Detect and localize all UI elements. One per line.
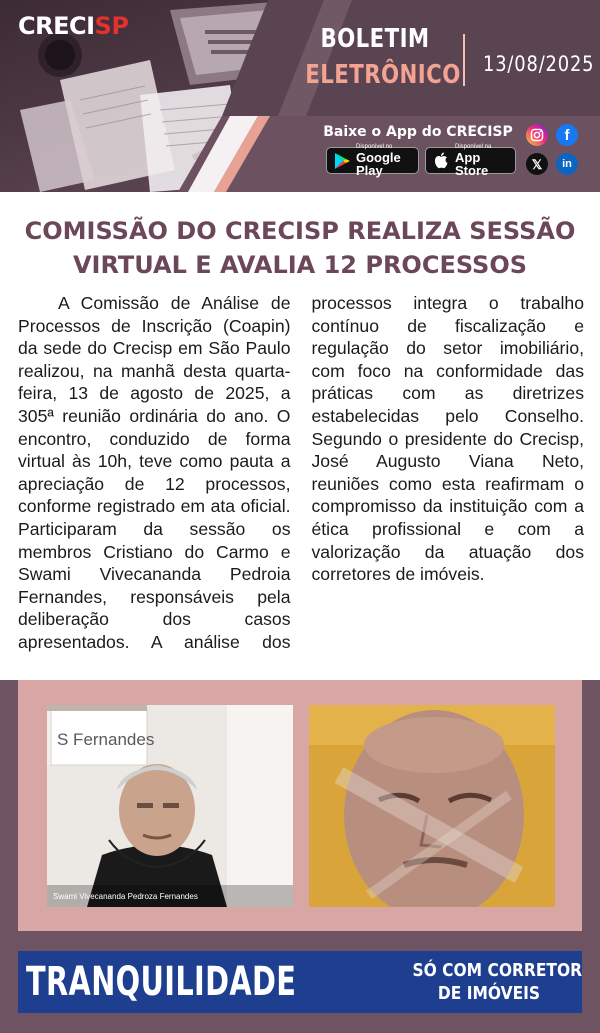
bulletin-date: 13/08/2025 [483,52,595,76]
google-play-small: Disponível no [356,144,393,150]
app-download-label: Baixe o App do CRECISP [323,124,513,140]
google-play-button[interactable] [326,144,419,178]
app-store-label: App Store [455,150,489,178]
app-store-button[interactable] [425,144,516,178]
instagram-icon[interactable] [526,124,548,146]
article-paragraph: A Comissão de Análise de Processos de Inscrição (Coapin) da sede do Crecisp em São Paulo realizou, na manhã desta quarta-feira, 13 de agosto de 2025, a 305ª reunião ordinária do ano. O encontro, conduzido de forma virtual às 10h, teve como pauta a apreciação de 12 processos, conforme registrado em ata oficial. Participaram da sessão os membros Cristiano do Carmo e Swami Vivecananda Pedroia Fernandes, responsáveis pela deliberação dos casos apresentados. A análise dos processos integra o trabalho contínuo de fiscalização e regulação do setor imobiliário, com foco na conformidade das práticas com as diretrizes estabelecidas pelo Conselho. Segundo o presidente do Crecisp, José Augusto Viana Neto, reuniões como esta reafirmam o compromisso da instituição com a ética profissional e com a valorização da atuação dos corretores de imóveis. [18,293,584,652]
meeting-photo-left [47,705,293,907]
meeting-photo-right-drawing [309,705,555,907]
meeting-photo-left-drawing [47,705,293,907]
bulletin-subtitle: ELETRÔNICO [305,60,461,90]
bulletin-title: BOLETIM [320,24,430,54]
headline-line-2: VIRTUAL E AVALIA 12 PROCESSOS [72,251,528,279]
apple-icon [431,151,451,171]
header [0,0,600,192]
title-divider [463,34,465,86]
office-sign-text: S Fernandes [57,730,155,749]
banner-tagline-line-2: DE IMÓVEIS [437,983,541,1004]
facebook-icon[interactable]: f [556,124,578,146]
headline-line-1: COMISSÃO DO CRECISP REALIZA SESSÃO [24,217,576,245]
footer-banner [18,951,582,1013]
crecisp-logo[interactable]: CRECISP [18,12,129,40]
article-headline [10,214,590,282]
meeting-photo-right [309,705,555,907]
banner-headline: TRANQUILIDADE [26,959,297,1005]
linkedin-icon[interactable]: in [556,153,578,175]
participant-name-caption: Swami Vivecananda Pedroza Fernandes [53,892,198,901]
google-play-label: Google Play [356,150,401,178]
banner-tagline-line-1: SÓ COM CORRETOR [412,960,582,981]
google-play-icon [332,151,352,171]
x-icon[interactable]: 𝕏 [526,153,548,175]
article-body [18,292,584,658]
app-store-small: Disponível na [455,144,492,150]
banner-tagline [400,959,582,1005]
